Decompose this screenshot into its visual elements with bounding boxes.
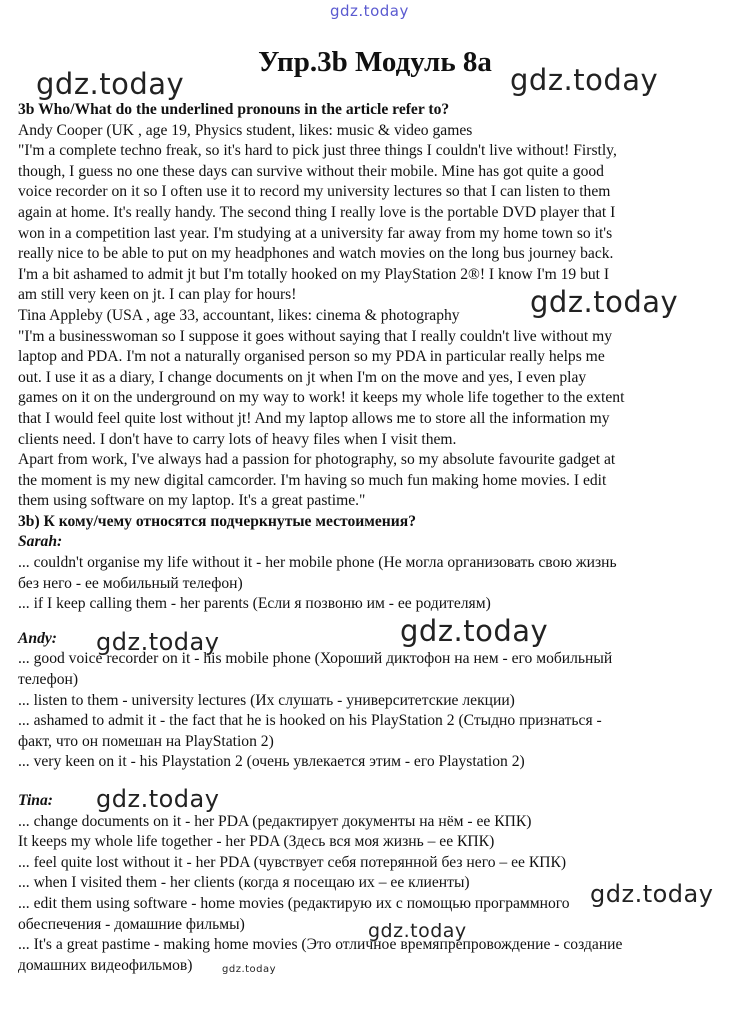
andy-article: [18, 121, 743, 306]
article-line: games on it on the underground on my way to work! it keeps my whole life together to the extent: [18, 389, 625, 407]
article-line: Andy Cooper (UK , age 19, Physics student, likes: music & video games: [18, 121, 473, 139]
article-line: am still very keen on jt. I can play for hours!: [18, 286, 297, 304]
article-line: out. I use it as a diary, I change documents on jt when I'm on the move and yes, I even play: [18, 368, 587, 386]
article-line: won in a competition last year. I'm studying at a university far away from my home town so it's: [18, 224, 613, 242]
article-line: them using software on my laptop. It's a great pastime.": [18, 492, 366, 510]
tina-article: [18, 306, 743, 512]
answers-heading: 3b) К кому/чему относятся подчеркнутые местоимения?: [18, 512, 416, 530]
question-heading: 3b Who/What do the underlined pronouns in the article refer to?: [18, 101, 450, 118]
andy-name: Andy:: [18, 629, 57, 647]
article-line: really nice to be able to put on my headphones and watch movies on the long bus journey back.: [18, 245, 614, 263]
article-line: voice recorder on it so I often use it to record my university lectures so that I can listen to them: [18, 183, 611, 201]
answer-line: ... ashamed to admit it - the fact that he is hooked on his PlayStation 2 (Стыдно признаться -: [18, 712, 602, 730]
document-body: [18, 100, 743, 976]
answer-line: ... change documents on it - her PDA (редактирует документы на нём - ее КПК): [18, 812, 532, 830]
answer-line: ... good voice recorder on it - his mobile phone (Хороший диктофон на нем - его мобильный: [18, 650, 613, 668]
article-line: Tina Appleby (USA , age 33, accountant, likes: cinema & photography: [18, 306, 460, 324]
article-line: "I'm a businesswoman so I suppose it goes without saying that I really couldn't live without my: [18, 327, 613, 345]
watermark: gdz.today: [400, 614, 549, 648]
answer-line: обеспечения - домашние фильмы): [18, 915, 245, 933]
article-line: again at home. It's really handy. The second thing I really love is the portable DVD player that I: [18, 203, 616, 221]
answer-line: без него - ее мобильный телефон): [18, 574, 243, 592]
watermark: gdz.today: [510, 63, 659, 97]
watermark: gdz.today: [96, 628, 220, 656]
article-line: I'm a bit ashamed to admit jt but I'm totally hooked on my PlayStation 2®! I know I'm 19 but I: [18, 265, 610, 283]
article-line: clients need. I don't have to carry lots of heavy files when I visit them.: [18, 430, 457, 448]
article-line: laptop and PDA. I'm not a naturally organised person so my PDA in particular really helps me: [18, 348, 605, 366]
page-title: Упр.3b Модуль 8а: [258, 46, 492, 78]
watermark: gdz.today: [36, 67, 185, 101]
watermark: gdz.today: [590, 880, 714, 908]
answer-line: ... if I keep calling them - her parents (Если я позвоню им - ее родителям): [18, 595, 491, 613]
sarah-answers: [18, 532, 743, 614]
watermark: gdz.today: [96, 785, 220, 813]
answer-line: ... listen to them - university lectures (Их слушать - университетские лекции): [18, 691, 515, 709]
answer-line: ... couldn't organise my life without it - her mobile phone (Не могла организовать свою жизнь: [18, 554, 617, 572]
article-line: Apart from work, I've always had a passion for photography, so my absolute favourite gadget at: [18, 451, 616, 469]
article-line: though, I guess no one these days can survive without their mobile. Mine has got quite a good: [18, 162, 604, 180]
watermark: gdz.today: [530, 285, 679, 319]
sarah-name: Sarah:: [18, 533, 63, 551]
answer-line: It keeps my whole life together - her PDA (Здесь вся моя жизнь – ее КПК): [18, 833, 495, 851]
answer-line: телефон): [18, 671, 79, 689]
article-line: the moment is my new digital camcorder. I'm having so much fun making home movies. I edit: [18, 471, 607, 489]
article-line: "I'm a complete techno freak, so it's hard to pick just three things I couldn't live without! Firstly,: [18, 142, 617, 160]
answer-line: ... edit them using software - home movies (редактирую их с помощью программного: [18, 894, 570, 912]
answer-line: ... It's a great pastime - making home movies (Это отличное времяпрепровождение - создание: [18, 936, 623, 954]
answer-line: домашних видеофильмов): [18, 956, 193, 974]
answer-line: ... very keen on it - his Playstation 2 (очень увлекается этим - его Playstation 2): [18, 753, 525, 771]
watermark: gdz.today: [222, 964, 277, 975]
watermark: gdz.today: [368, 920, 467, 942]
answer-line: ... when I visited them - her clients (когда я посещаю их – ее клиенты): [18, 874, 470, 892]
answer-line: ... feel quite lost without it - her PDA (чувствует себя потерянной без него – ее КПК): [18, 853, 567, 871]
watermark-top: gdz.today: [330, 2, 409, 20]
tina-name: Tina:: [18, 792, 53, 809]
spacer: [18, 615, 743, 629]
answer-line: факт, что он помешан на PlayStation 2): [18, 732, 274, 750]
article-line: that I would feel quite lost without jt! And my laptop allows me to store all the information my: [18, 409, 610, 427]
